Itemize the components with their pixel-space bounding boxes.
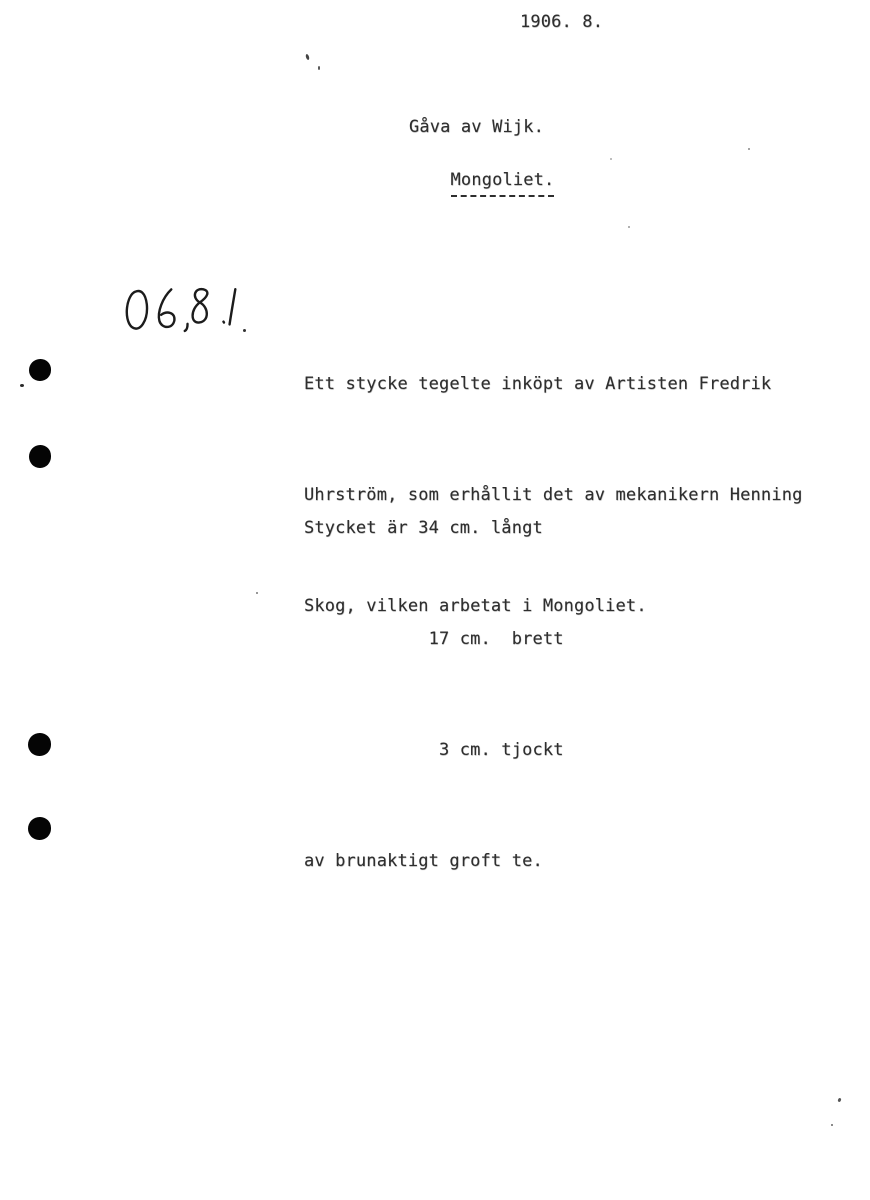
scan-speckle xyxy=(837,1098,841,1103)
measurement-line: av brunaktigt groft te. xyxy=(304,851,543,871)
hole-punch-dot xyxy=(29,359,51,381)
scan-speckle xyxy=(243,329,246,332)
scan-speckle xyxy=(748,148,750,150)
scan-speckle xyxy=(610,158,612,160)
measurement-line: 3 cm. tjockt xyxy=(304,740,564,760)
region-heading xyxy=(409,150,554,217)
paragraph-line: Uhrström, som erhållit det av mekanikern Henning xyxy=(304,485,803,505)
scan-speckle xyxy=(20,384,24,387)
scan-speckle xyxy=(318,66,320,70)
measurements-block xyxy=(304,436,564,954)
measurement-line: 17 cm. brett xyxy=(304,629,564,649)
page-number: 1906. 8. xyxy=(520,12,604,32)
hole-punch-dot xyxy=(29,445,51,468)
provenance-line: Gåva av Wijk. xyxy=(409,117,545,137)
catalog-number-ink xyxy=(119,281,249,337)
scan-speckle xyxy=(305,54,310,61)
hole-punch-dot xyxy=(28,817,51,840)
scan-speckle xyxy=(628,226,630,228)
scan-speckle xyxy=(831,1124,833,1126)
scan-speckle xyxy=(256,592,258,594)
hole-punch-dot xyxy=(28,733,51,756)
measurement-line: Stycket är 34 cm. långt xyxy=(304,518,543,538)
region-heading-text: Mongoliet. xyxy=(451,170,555,197)
catalog-number-handwritten xyxy=(119,281,249,337)
paragraph-line: Skog, vilken arbetat i Mongoliet. xyxy=(304,596,647,616)
paragraph-line: Ett stycke tegelte inköpt av Artisten Fredrik xyxy=(304,374,772,394)
